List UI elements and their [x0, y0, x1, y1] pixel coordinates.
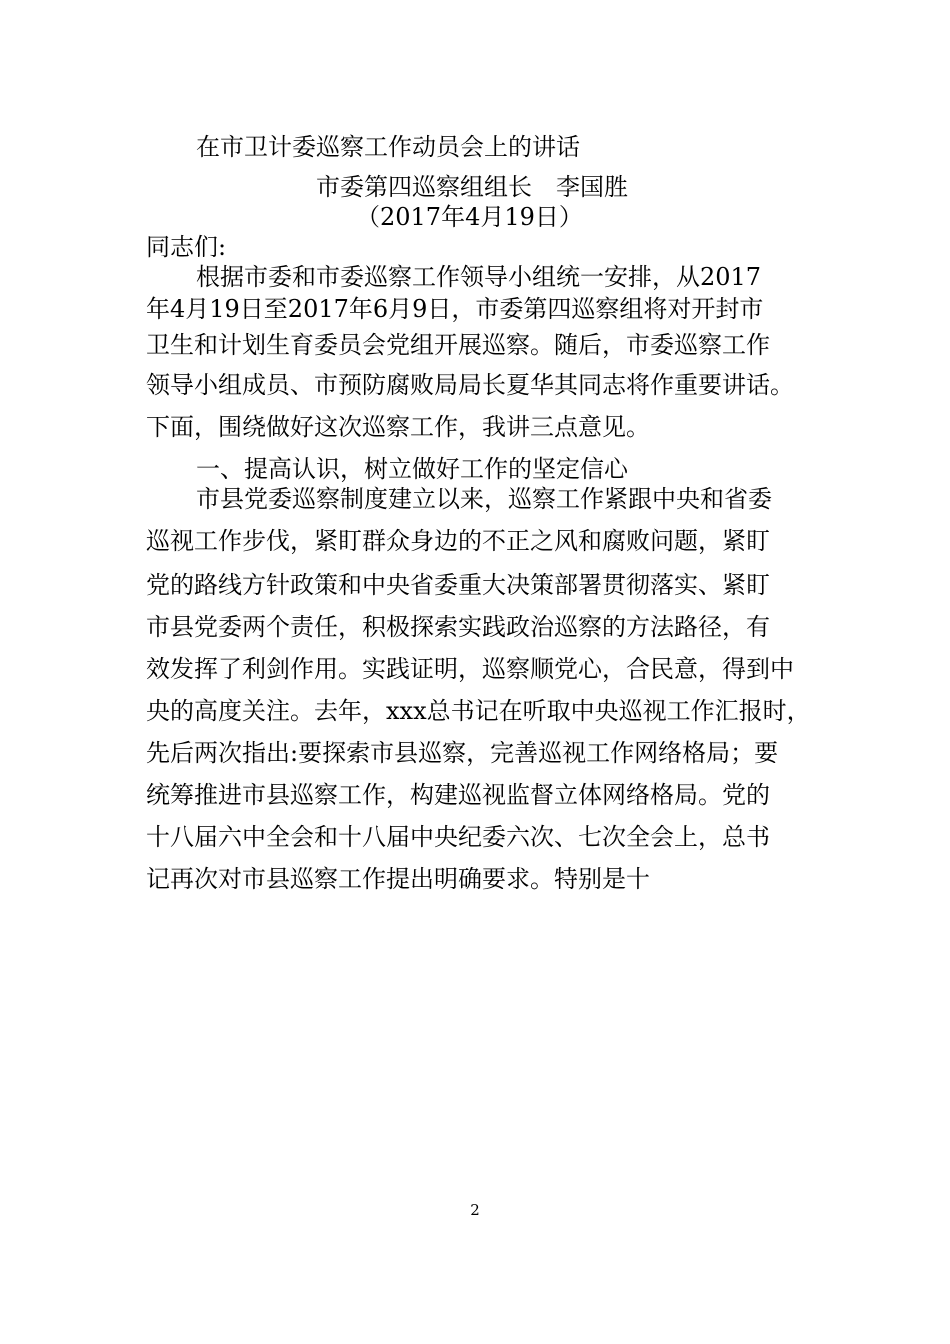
- speaker-line: 市委第四巡察组组长 李国胜: [316, 173, 628, 201]
- paragraph-2-line: 统筹推进市县巡察工作，构建巡视监督立体网络格局。党的: [146, 781, 770, 809]
- paragraph-1-line: 领导小组成员、市预防腐败局局长夏华其同志将作重要讲话。: [146, 371, 794, 399]
- paragraph-2-line: 效发挥了利剑作用。实践证明，巡察顺党心，合民意，得到中: [146, 655, 794, 683]
- greeting: 同志们:: [146, 233, 227, 261]
- paragraph-2-line: 央的高度关注。去年，xxx总书记在听取中央巡视工作汇报时，: [146, 697, 811, 725]
- page-number: 2: [470, 1201, 480, 1219]
- paragraph-2-line: 党的路线方针政策和中央省委重大决策部署贯彻落实、紧盯: [146, 571, 770, 599]
- date-line: （2017年4月19日）: [356, 203, 583, 231]
- paragraph-1-line: 根据市委和市委巡察工作领导小组统一安排，从2017: [196, 263, 762, 291]
- paragraph-2-line: 先后两次指出:要探索市县巡察，完善巡视工作网络格局；要: [146, 739, 779, 767]
- paragraph-1-line: 卫生和计划生育委员会党组开展巡察。随后，市委巡察工作: [146, 331, 770, 359]
- paragraph-1-line: 年4月19日至2017年6月9日，市委第四巡察组将对开封市: [146, 295, 764, 323]
- section-1-heading: 一、提高认识，树立做好工作的坚定信心: [196, 455, 628, 483]
- document-title: 在市卫计委巡察工作动员会上的讲话: [196, 133, 580, 161]
- paragraph-2-line: 市县党委两个责任，积极探索实践政治巡察的方法路径，有: [146, 613, 770, 641]
- paragraph-1-line: 下面，围绕做好这次巡察工作，我讲三点意见。: [146, 413, 650, 441]
- paragraph-2-line: 市县党委巡察制度建立以来，巡察工作紧跟中央和省委: [196, 485, 772, 513]
- paragraph-2-line: 巡视工作步伐，紧盯群众身边的不正之风和腐败问题，紧盯: [146, 527, 770, 555]
- paragraph-2-line: 记再次对市县巡察工作提出明确要求。特别是十: [146, 865, 650, 893]
- paragraph-2-line: 十八届六中全会和十八届中央纪委六次、七次全会上，总书: [146, 823, 770, 851]
